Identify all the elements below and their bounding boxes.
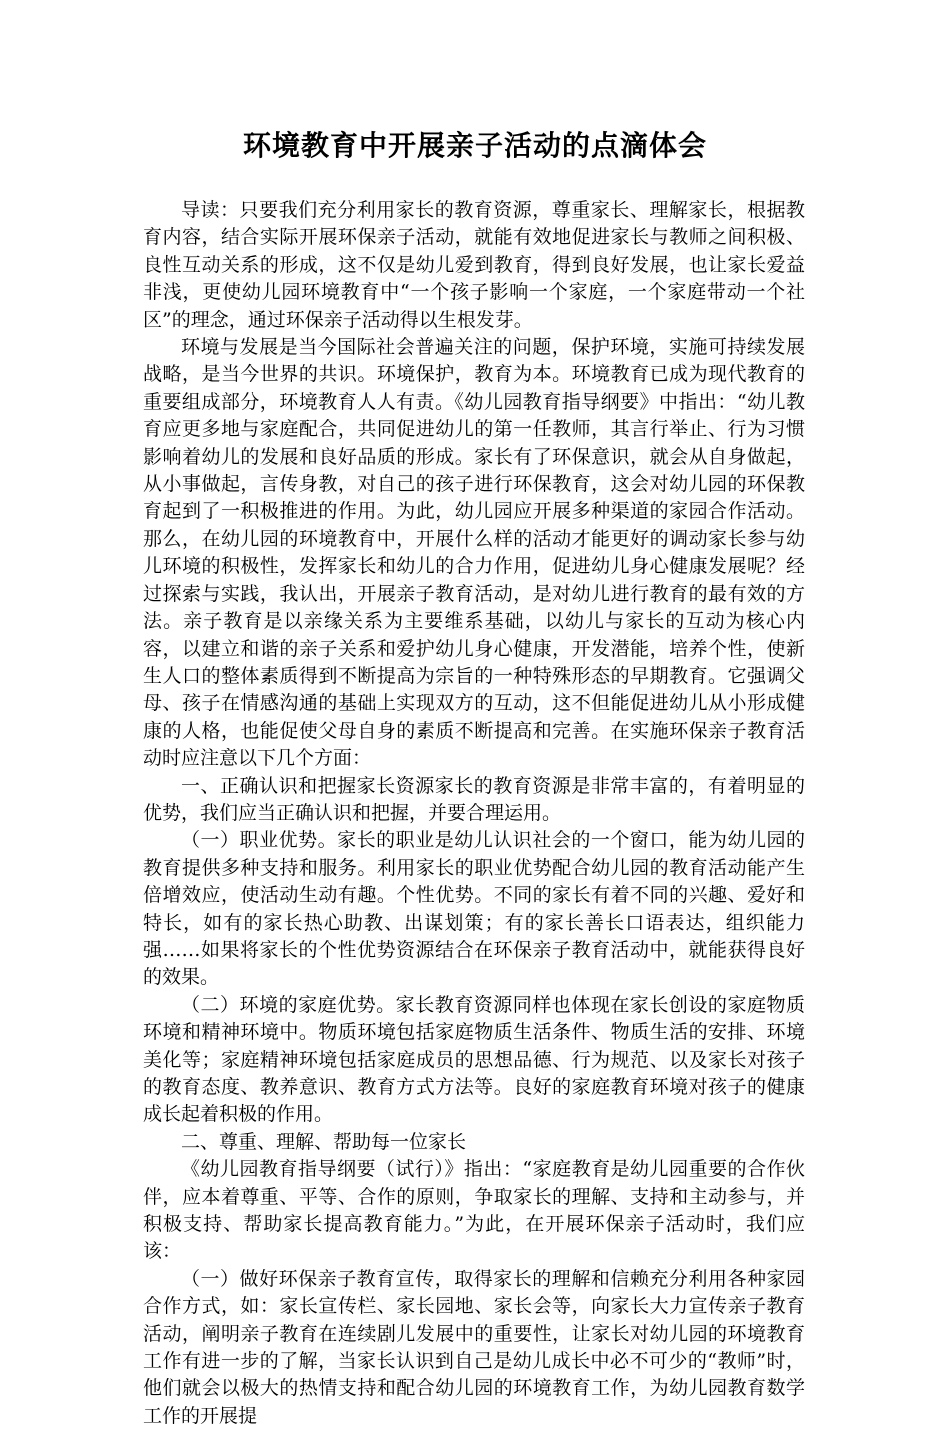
document-body bbox=[143, 197, 805, 1430]
paragraph: （一）职业优势。家长的职业是幼儿认识社会的一个窗口，能为幼儿园的教育提供多种支持和服务。利用家长的职业优势配合幼儿园的教育活动能产生倍增效应，使活动生动有趣。个性优势。不同的家长有着不同的兴趣、爱好和特长，如有的家长热心助教、出谋划策；有的家长善长口语表达，组织能力强……如果将家长的个性优势资源结合在环保亲子教育活动中，就能获得良好的效果。 bbox=[143, 829, 805, 989]
paragraph: 环境与发展是当今国际社会普遍关注的问题，保护环境，实施可持续发展战略，是当今世界的共识。环境保护，教育为本。环境教育已成为现代教育的重要组成部分，环境教育人人有责。《幼儿园教育指导纲要》中指出：“幼儿教育应更多地与家庭配合，共同促进幼儿的第一任教师，其言行举止、行为习惯影响着幼儿的发展和良好品质的形成。家长有了环保意识，就会从自身做起，从小事做起，言传身教，对自己的孩子进行环保教育，这会对幼儿园的环保教育起到了一积极推进的作用。为此，幼儿园应开展多种渠道的家园合作活动。那么，在幼儿园的环境教育中，开展什么样的活动才能更好的调动家长参与幼儿环境的积极性，发挥家长和幼儿的合力作用，促进幼儿身心健康发展呢？经过探索与实践，我认出，开展亲子教育活动，是对幼儿进行教育的最有效的方法。亲子教育是以亲缘关系为主要维系基础，以幼儿与家长的互动为核心内容，以建立和谐的亲子关系和爱护幼儿身心健康，开发潜能，培养个性，使新生人口的整体素质得到不断提高为宗旨的一种特殊形态的早期教育。它强调父母、孩子在情感沟通的基础上实现双方的互动，这不但能促进幼儿从小形成健康的人格，也能促使父母自身的素质不断提高和完善。在实施环保亲子教育活动时应注意以下几个方面： bbox=[143, 336, 805, 770]
paragraph-intro: 导读：只要我们充分利用家长的教育资源，尊重家长、理解家长，根据教育内容，结合实际开展环保亲子活动，就能有效地促进家长与教师之间积极、良性互动关系的形成，这不仅是幼儿爱到教育，得到良好发展，也让家长爱益非浅，更使幼儿园环境教育中“一个孩子影响一个家庭，一个家庭带动一个社区”的理念，通过环保亲子活动得以生根发芽。 bbox=[143, 199, 805, 331]
paragraph: 一、正确认识和把握家长资源家长的教育资源是非常丰富的，有着明显的优势，我们应当正确认识和把握，并要合理运用。 bbox=[143, 774, 805, 824]
paragraph: （一）做好环保亲子教育宣传，取得家长的理解和信赖充分利用各种家园合作方式，如：家长宣传栏、家长园地、家长会等，向家长大力宣传亲子教育活动，阐明亲子教育在连续剧儿发展中的重要性，让家长对幼儿园的环境教育工作有进一步的了解，当家长认识到自己是幼儿成长中必不可少的“教师”时，他们就会以极大的热情支持和配合幼儿园的环境教育工作，为幼儿园教育数学工作的开展提 bbox=[143, 1267, 805, 1427]
document-title: 环境教育中开展亲子活动的点滴体会 bbox=[242, 129, 707, 162]
section-heading: 二、尊重、理解、帮助每一位家长 bbox=[181, 1130, 467, 1153]
paragraph: 《幼儿园教育指导纲要（试行）》指出：“家庭教育是幼儿园重要的合作伙伴，应本着尊重、平等、合作的原则，争取家长的理解、支持和主动参与，并积极支持、帮助家长提高教育能力。”为此，在开展环保亲子活动时，我们应该： bbox=[143, 1158, 805, 1263]
paragraph: （二）环境的家庭优势。家长教育资源同样也体现在家长创设的家庭物质环境和精神环境中。物质环境包括家庭物质生活条件、物质生活的安排、环境美化等；家庭精神环境包括家庭成员的思想品德、行为规范、以及家长对孩子的教育态度、教养意识、教育方式方法等。良好的家庭教育环境对孩子的健康成长起着积极的作用。 bbox=[143, 993, 805, 1126]
